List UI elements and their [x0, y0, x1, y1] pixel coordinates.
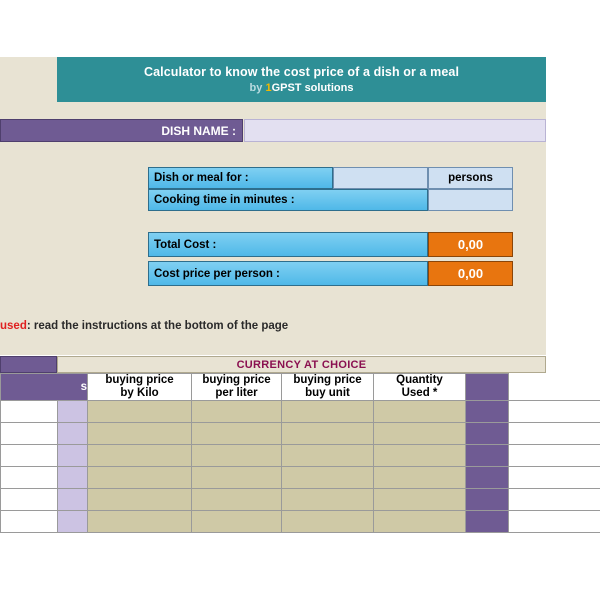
- table-header-price-kilo-line2: by Kilo: [120, 387, 159, 399]
- table-row[interactable]: [1, 445, 600, 467]
- cell-price-unit[interactable]: [282, 401, 374, 423]
- cell-price-unit[interactable]: [282, 511, 374, 533]
- cell-quantity-used[interactable]: [374, 467, 466, 489]
- cell-trailing[interactable]: [466, 401, 509, 423]
- cell-quantity-used[interactable]: [374, 401, 466, 423]
- table-header-ingredients: s: [1, 374, 88, 401]
- cell-spacer: [509, 511, 600, 533]
- cost-per-person-value: 0,00: [428, 261, 513, 286]
- table-header-price-unit-line1: buying price: [293, 374, 362, 386]
- total-cost-value: 0,00: [428, 232, 513, 257]
- table-header-price-kilo: [88, 374, 192, 401]
- cell-spacer: [509, 423, 600, 445]
- cell-quantity-used[interactable]: [374, 445, 466, 467]
- table-header-quantity-used-line2: Used *: [401, 387, 438, 399]
- cell-price-liter[interactable]: [192, 401, 282, 423]
- cell-ingredient[interactable]: [58, 401, 88, 423]
- table-header-spacer: [509, 374, 600, 401]
- cell-price-kilo[interactable]: [88, 445, 192, 467]
- currency-strip-left-filler: [0, 356, 57, 373]
- banner-subtitle: [250, 82, 354, 94]
- banner-subtitle-by: by: [249, 82, 266, 94]
- dish-name-input[interactable]: [244, 119, 546, 142]
- row-gutter: [1, 423, 58, 445]
- cell-ingredient[interactable]: [58, 445, 88, 467]
- cell-price-liter[interactable]: [192, 423, 282, 445]
- cell-trailing[interactable]: [466, 511, 509, 533]
- cell-ingredient[interactable]: [58, 489, 88, 511]
- dish-for-unit: persons: [428, 167, 513, 189]
- table-row[interactable]: [1, 401, 600, 423]
- cell-trailing[interactable]: [466, 489, 509, 511]
- cell-spacer: [509, 445, 600, 467]
- table-header-trailing: [466, 374, 509, 401]
- ingredients-table: [0, 373, 600, 600]
- banner-brand-mark: 1: [265, 82, 272, 94]
- table-header-price-liter-line1: buying price: [202, 374, 271, 386]
- title-banner: [57, 57, 546, 102]
- row-gutter: [1, 445, 58, 467]
- cell-trailing[interactable]: [466, 467, 509, 489]
- row-gutter: [1, 489, 58, 511]
- cell-trailing[interactable]: [466, 445, 509, 467]
- dish-for-label: Dish or meal for :: [148, 167, 333, 189]
- table-row[interactable]: [1, 423, 600, 445]
- cell-price-liter[interactable]: [192, 489, 282, 511]
- cell-ingredient[interactable]: [58, 423, 88, 445]
- table-header-row: [1, 374, 600, 401]
- table-header-quantity-used: [374, 374, 466, 401]
- cell-quantity-used[interactable]: [374, 489, 466, 511]
- dish-name-label: DISH NAME :: [0, 119, 243, 142]
- cell-price-unit[interactable]: [282, 467, 374, 489]
- cell-price-kilo[interactable]: [88, 511, 192, 533]
- table-body: [1, 401, 600, 533]
- cooking-time-input[interactable]: [428, 189, 513, 211]
- cooking-time-label: Cooking time in minutes :: [148, 189, 428, 211]
- cost-per-person-label: Cost price per person :: [148, 261, 428, 286]
- table-header-price-liter-line2: per liter: [215, 387, 258, 399]
- table-row[interactable]: [1, 489, 600, 511]
- cell-spacer: [509, 401, 600, 423]
- instructions-note: [0, 318, 470, 334]
- banner-brand-name: GPST solutions: [271, 82, 354, 94]
- cell-price-kilo[interactable]: [88, 423, 192, 445]
- table-header-price-unit: [282, 374, 374, 401]
- cell-quantity-used[interactable]: [374, 511, 466, 533]
- table-header-price-unit-line2: buy unit: [305, 387, 350, 399]
- cell-price-liter[interactable]: [192, 511, 282, 533]
- cell-spacer: [509, 489, 600, 511]
- instructions-note-highlight: used: [0, 320, 27, 332]
- row-gutter: [1, 511, 58, 533]
- table-row[interactable]: [1, 511, 600, 533]
- cell-ingredient[interactable]: [58, 511, 88, 533]
- cell-price-unit[interactable]: [282, 423, 374, 445]
- banner-left-filler: [0, 57, 57, 102]
- cell-price-unit[interactable]: [282, 489, 374, 511]
- cell-price-liter[interactable]: [192, 445, 282, 467]
- cell-ingredient[interactable]: [58, 467, 88, 489]
- cell-price-kilo[interactable]: [88, 489, 192, 511]
- cell-price-kilo[interactable]: [88, 467, 192, 489]
- table-header-quantity-used-line1: Quantity: [396, 374, 443, 386]
- instructions-note-text: : read the instructions at the bottom of the page: [26, 320, 289, 332]
- currency-strip-title: CURRENCY AT CHOICE: [57, 356, 546, 373]
- table-row[interactable]: [1, 467, 600, 489]
- table-header-price-liter: [192, 374, 282, 401]
- table-header-price-kilo-line1: buying price: [105, 374, 174, 386]
- cell-spacer: [509, 467, 600, 489]
- cell-price-unit[interactable]: [282, 445, 374, 467]
- banner-title: Calculator to know the cost price of a dish or a meal: [143, 65, 460, 79]
- cell-quantity-used[interactable]: [374, 423, 466, 445]
- dish-for-input[interactable]: [333, 167, 428, 189]
- row-gutter: [1, 401, 58, 423]
- row-gutter: [1, 467, 58, 489]
- cell-trailing[interactable]: [466, 423, 509, 445]
- cell-price-kilo[interactable]: [88, 401, 192, 423]
- total-cost-label: Total Cost :: [148, 232, 428, 257]
- cell-price-liter[interactable]: [192, 467, 282, 489]
